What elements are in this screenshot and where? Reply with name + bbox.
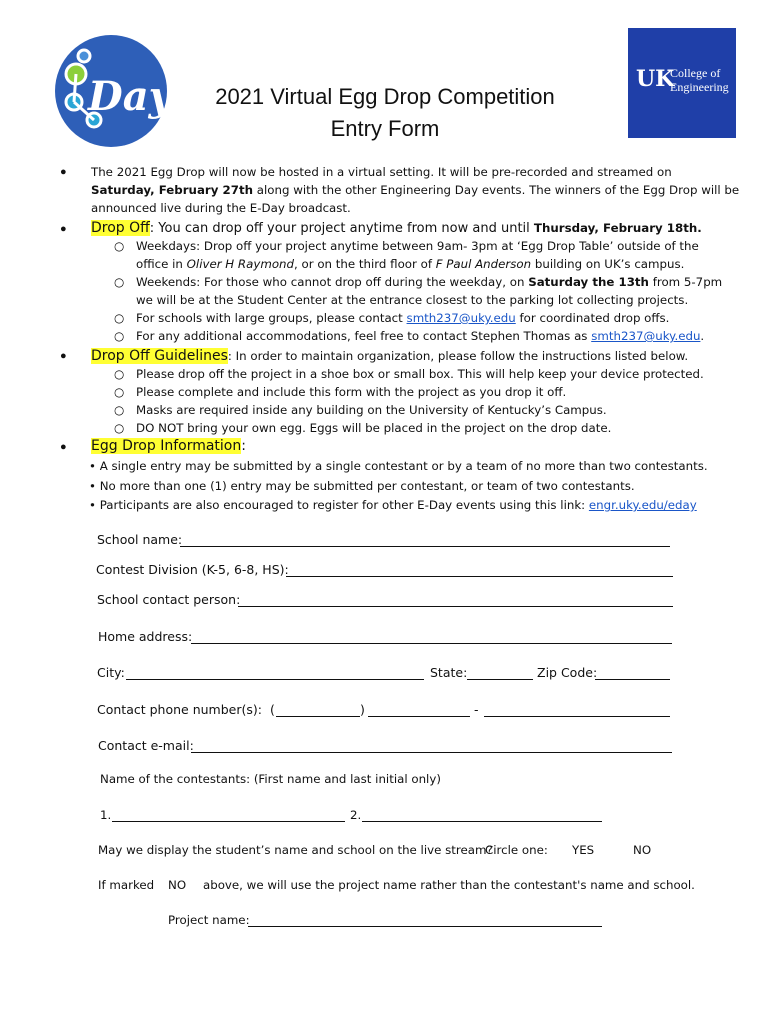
logo-line2: Engineering — [670, 80, 729, 94]
school-contact-field[interactable] — [238, 606, 673, 607]
guideline-item: Please drop off the project in a shoe box or small box. This will help keep your device protected. — [136, 367, 704, 381]
email-field[interactable] — [191, 752, 672, 753]
bullet-dot: ● — [60, 166, 67, 178]
phone-dash: - — [474, 702, 479, 717]
guideline-item: Masks are required inside any building on the University of Kentucky’s Campus. — [136, 403, 607, 417]
phone-area-field[interactable] — [276, 716, 360, 717]
phone-label: Contact phone number(s): — [97, 702, 262, 717]
no-reference: NO — [168, 878, 187, 892]
guideline-item: Please complete and include this form with the project as you drop it off. — [136, 385, 567, 399]
contestant-1-field[interactable] — [112, 821, 345, 822]
dropoff-item-4: For any additional accommodations, feel free to contact Stephen Thomas as smth237@uky.edu. — [136, 329, 705, 343]
zip-field[interactable] — [595, 679, 670, 680]
yes-option[interactable]: YES — [572, 843, 595, 857]
info-item: • No more than one (1) entry may be submitted per contestant, or team of two contestants. — [89, 479, 635, 493]
logo-day-text: Day — [88, 73, 168, 120]
dropoff-item-3: For schools with large groups, please contact smth237@uky.edu for coordinated drop offs. — [136, 311, 670, 325]
sub-bullet: ○ — [114, 421, 125, 435]
dropoff-heading-line: Drop Off: You can drop off your project anytime from now and until Thursday, February 18th. — [91, 220, 702, 236]
sub-bullet: ○ — [114, 367, 125, 381]
uk-mark: UK — [636, 66, 675, 92]
sub-bullet: ○ — [114, 329, 125, 343]
school-name-label: School name: — [97, 532, 183, 547]
sub-bullet: ○ — [114, 275, 125, 289]
sub-bullet: ○ — [114, 385, 125, 399]
bullet-dot: ● — [60, 350, 67, 362]
city-field[interactable] — [126, 679, 424, 680]
school-name-field[interactable] — [180, 546, 670, 547]
project-name-label: Project name: — [168, 913, 250, 927]
guidelines-heading: Drop Off Guidelines — [91, 348, 228, 364]
intro-line-3: announced live during the E-Day broadcast. — [91, 201, 351, 215]
email-link[interactable]: smth237@uky.edu — [406, 311, 516, 325]
if-marked-text: If marked — [98, 878, 155, 892]
intro-line-2: Saturday, February 27th along with the other Engineering Day events. The winners of the Egg Drop will be — [91, 183, 740, 197]
home-address-field[interactable] — [191, 643, 672, 644]
state-label: State: — [430, 665, 468, 680]
zip-label: Zip Code: — [537, 665, 598, 680]
above-text: above, we will use the project name rather than the contestant's name and school. — [203, 878, 695, 892]
dropoff-item-2b: we will be at the Student Center at the entrance closest to the parking lot collecting projects. — [136, 293, 689, 307]
phone-close-paren: ) — [360, 702, 365, 717]
info-heading: Egg Drop Information — [91, 438, 242, 454]
phone-open-paren: ( — [270, 702, 275, 717]
contestants-label: Name of the contestants: (First name and last initial only) — [100, 772, 441, 786]
contestant-2-field[interactable] — [362, 821, 602, 822]
dropoff-item-1: Weekdays: Drop off your project anytime between 9am- 3pm at ‘Egg Drop Table’ outside of the — [136, 239, 699, 253]
state-field[interactable] — [467, 679, 533, 680]
info-item: • A single entry may be submitted by a single contestant or by a team of no more than two contestants. — [89, 459, 708, 473]
info-heading-line: Egg Drop Information: — [91, 438, 246, 454]
email-label: Contact e-mail: — [98, 738, 194, 753]
phone-prefix-field[interactable] — [368, 716, 470, 717]
home-address-label: Home address: — [98, 629, 193, 644]
info-item: • Participants are also encouraged to register for other E-Day events using this link: engr.uky.edu/eday — [89, 498, 697, 512]
circle-one-label: Circle one: — [485, 843, 548, 857]
dropoff-item-2: Weekends: For those who cannot drop off during the weekday, on Saturday the 13th from 5-7pm — [136, 275, 723, 289]
sub-bullet: ○ — [114, 403, 125, 417]
page-title: 2021 Virtual Egg Drop Competition — [215, 84, 555, 109]
project-name-field[interactable] — [248, 926, 602, 927]
guidelines-heading-line: Drop Off Guidelines: In order to maintain organization, please follow the instructions listed below. — [91, 348, 689, 364]
city-label: City: — [97, 665, 125, 680]
email-link[interactable]: smth237@uky.edu — [591, 329, 701, 343]
bullet-dot: ● — [60, 441, 67, 453]
dropoff-item-1b: office in Oliver H Raymond, or on the third floor of F Paul Anderson building on UK’s campus. — [136, 257, 685, 271]
division-field[interactable] — [286, 576, 673, 577]
phone-line-field[interactable] — [484, 716, 670, 717]
contestant-2-label: 2. — [350, 808, 362, 822]
guideline-item: DO NOT bring your own egg. Eggs will be placed in the project on the drop date. — [136, 421, 612, 435]
sub-bullet: ○ — [114, 311, 125, 325]
sub-bullet: ○ — [114, 239, 125, 253]
bullet-dot: ● — [60, 223, 67, 235]
school-contact-label: School contact person: — [97, 592, 241, 607]
division-label: Contest Division (K-5, 6-8, HS): — [96, 562, 289, 577]
page-subtitle: Entry Form — [330, 116, 440, 141]
intro-line-1: The 2021 Egg Drop will now be hosted in a virtual setting. It will be pre-recorded and streamed on — [91, 165, 672, 179]
logo-line1: College of — [670, 66, 721, 80]
contestant-1-label: 1. — [100, 808, 112, 822]
display-question: May we display the student’s name and school on the live stream? — [98, 843, 493, 857]
dropoff-heading: Drop Off — [91, 220, 150, 236]
no-option[interactable]: NO — [633, 843, 652, 857]
eday-link[interactable]: engr.uky.edu/eday — [588, 498, 697, 512]
